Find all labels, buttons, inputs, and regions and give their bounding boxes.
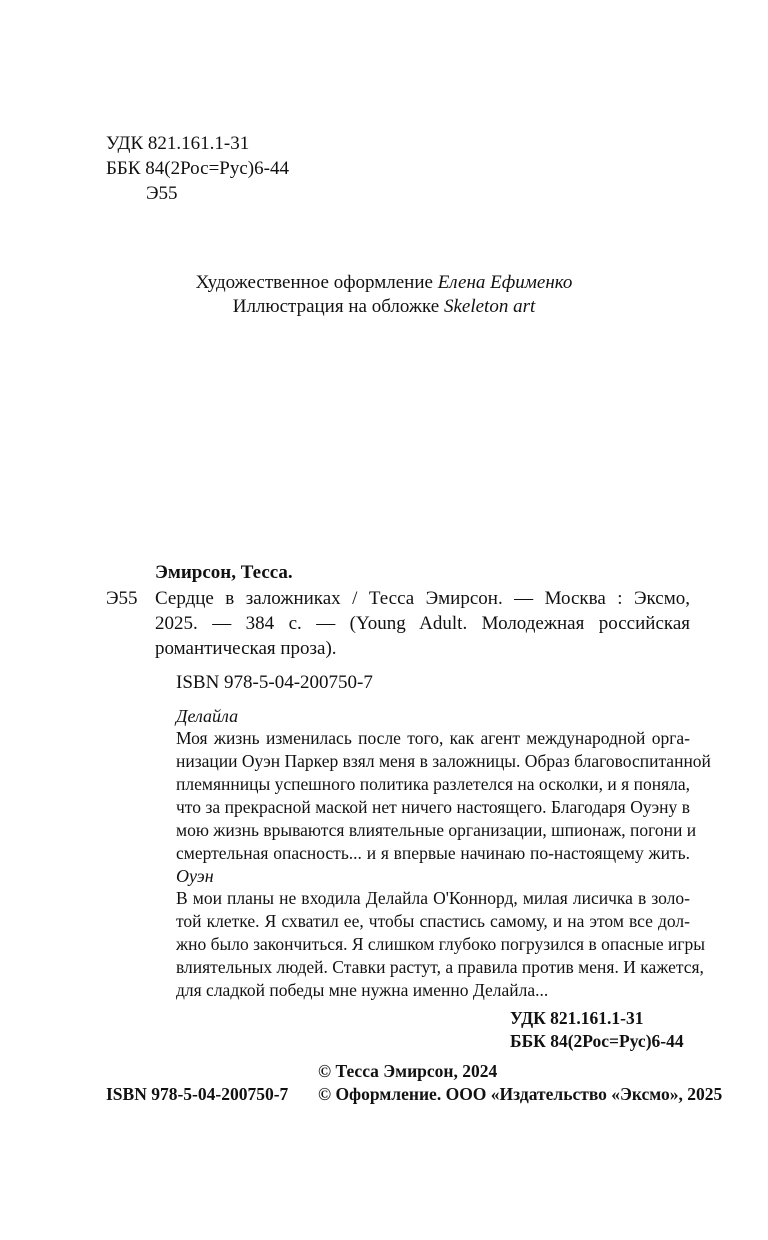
annotation-line: влиятельных людей. Ставки растут, а правила против меня. И кажется, [176,957,704,977]
annotation-line: Моя жизнь изменилась после того, как агент международной орга- [176,728,690,748]
annotation-line: В мои планы не входила Делайла О'Коннорд, милая лисичка в золо- [176,888,690,908]
record-description-line: романтическая проза). [155,638,337,659]
udk-code: УДК 821.161.1-31 [106,133,250,154]
annotation-line: племянницы успешного политика разлетелся на осколки, и я поняла, [176,774,690,794]
annotation-line: той клетке. Я схватил ее, чтобы спастись самому, и на этом все дол- [176,911,690,931]
cover-credit [0,294,768,319]
design-credit [0,270,768,295]
record-mark: Э55 [106,588,138,609]
design-credit-name: Елена Ефименко [437,272,573,293]
cover-credit-label: Иллюстрация на обложке [232,296,440,317]
author-mark: Э55 [146,183,178,204]
design-credit-label: Художественное оформление [195,272,433,293]
annotation-line: что за прекрасной маской нет ничего настоящего. Благодаря Оуэну в [176,797,690,817]
copyright-design: © Оформление. ООО «Издательство «Эксмо», 2025 [318,1084,723,1104]
copyright-author: © Тесса Эмирсон, 2024 [318,1061,498,1081]
cover-credit-name: Skeleton art [443,296,536,317]
bottom-bbk-code: ББК 84(2Рос=Рус)6-44 [510,1031,684,1051]
annotation-line: смертельная опасность... и я впервые начинаю по-настоящему жить. [176,843,690,863]
annotation-owen-heading: Оуэн [176,866,214,886]
record-isbn: ISBN 978-5-04-200750-7 [176,672,373,693]
copyright-isbn: ISBN 978-5-04-200750-7 [106,1084,289,1104]
record-description-line: 2025. — 384 с. — (Young Adult. Молодежная российская [155,613,690,634]
annotation-line: жно было закончиться. Я слишком глубоко погрузился в опасные игры [176,934,706,954]
bbk-code: ББК 84(2Рос=Рус)6-44 [106,158,289,179]
annotation-delilah-heading: Делайла [176,706,239,726]
annotation-line: низации Оуэн Паркер взял меня в заложницы. Образ благовоспитанной [176,751,711,771]
bottom-udk-code: УДК 821.161.1-31 [510,1008,644,1028]
annotation-line: для сладкой победы мне нужна именно Делайла... [176,980,549,1000]
record-author-heading: Эмирсон, Тесса. [155,562,293,583]
record-description-line: Сердце в заложниках / Тесса Эмирсон. — Москва : Эксмо, [155,588,690,609]
annotation-line: мою жизнь врываются влиятельные организации, шпионаж, погони и [176,820,697,840]
